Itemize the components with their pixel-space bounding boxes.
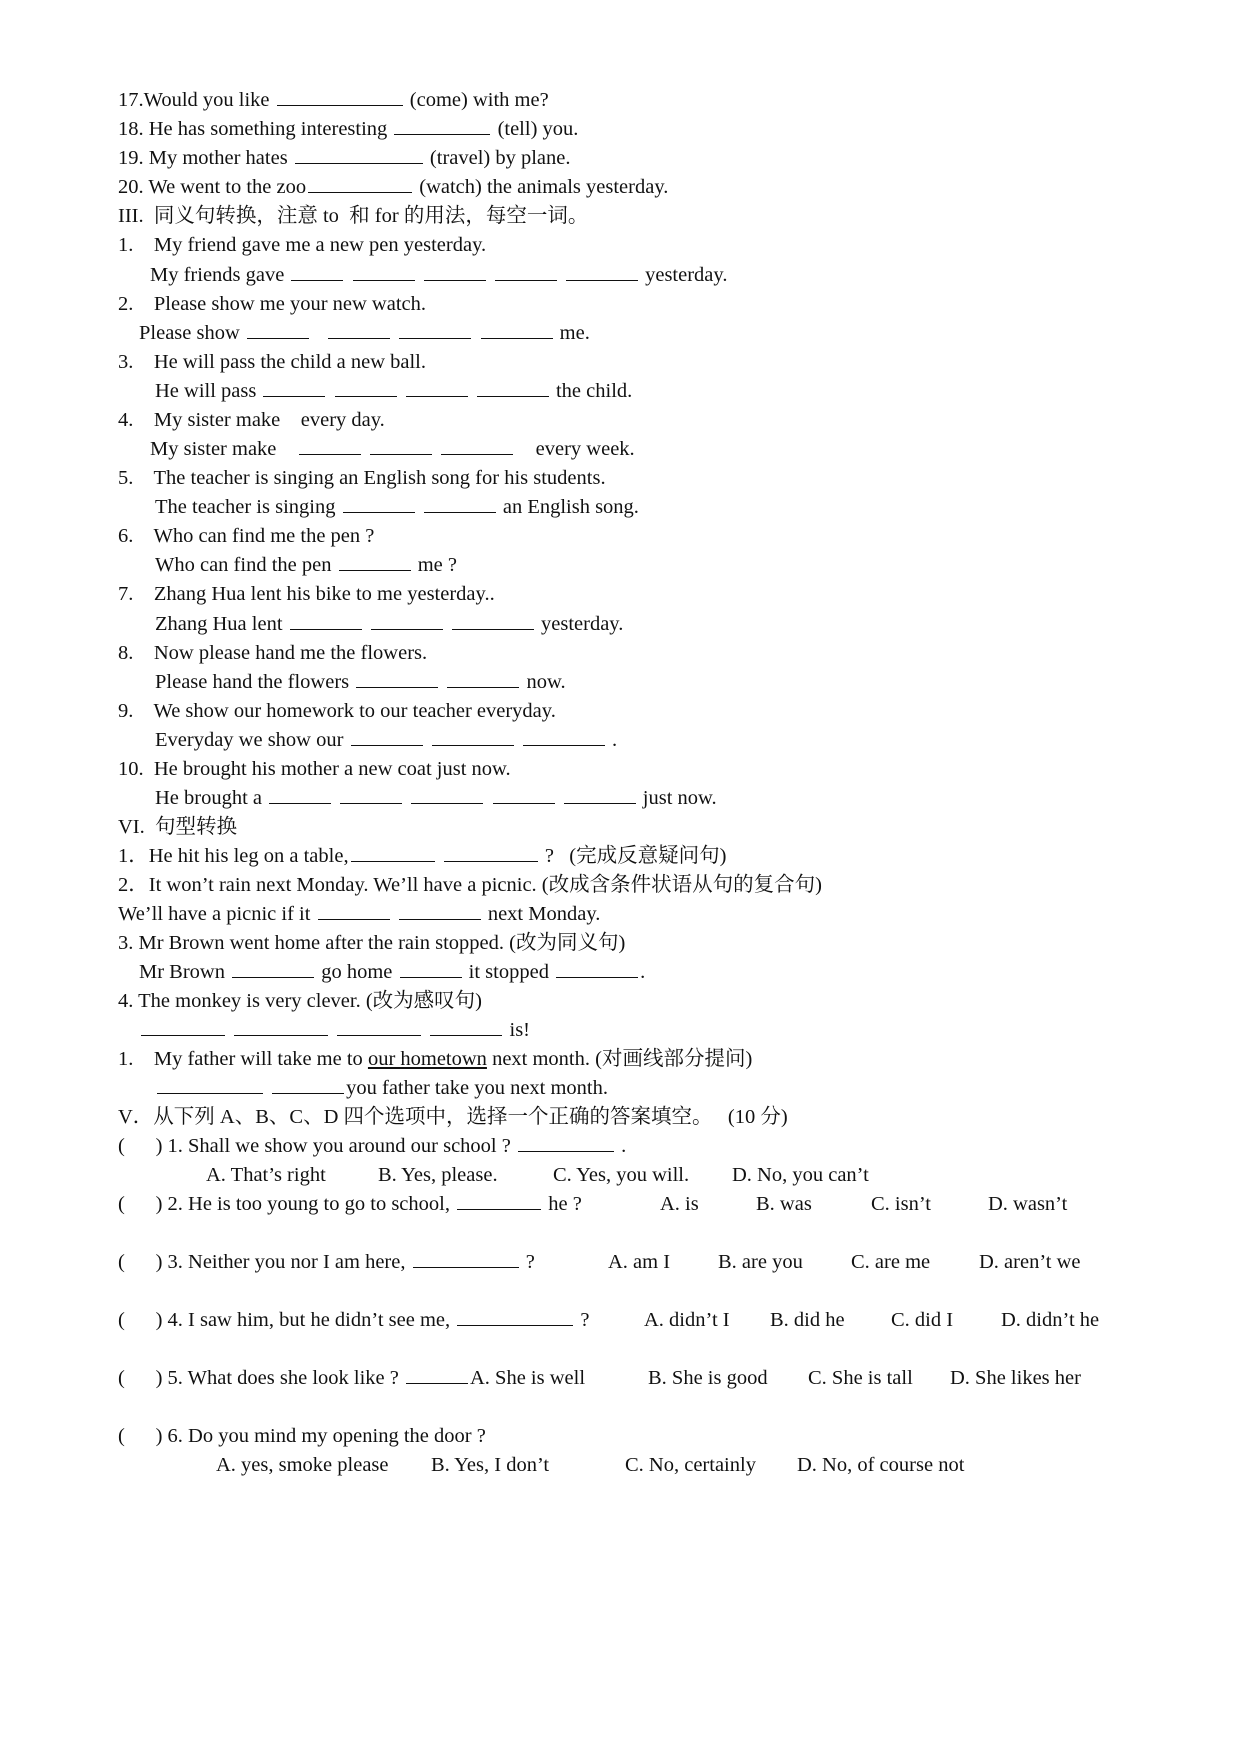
section-6-heading: VI. 句型转换 (118, 816, 238, 838)
question-17: 17.Would you like (come) with me? (118, 89, 549, 111)
answer-blank[interactable] (556, 961, 638, 978)
answer-blank[interactable] (157, 1077, 263, 1094)
mc-option-6b[interactable]: B. Yes, I don’t (431, 1454, 550, 1476)
mc-option-4b[interactable]: B. did he (770, 1309, 845, 1331)
mc-option-3b[interactable]: B. are you (718, 1251, 803, 1273)
mc-option-3d[interactable]: D. aren’t we (979, 1251, 1081, 1273)
answer-blank[interactable] (351, 729, 423, 746)
s3-answer-1: My friends gave yesterday. (150, 264, 728, 286)
mc-option-4d[interactable]: D. didn’t he (1001, 1309, 1100, 1331)
mc-option-2b[interactable]: B. was (756, 1193, 812, 1215)
answer-blank[interactable] (269, 787, 331, 804)
answer-blank[interactable] (295, 147, 423, 164)
answer-blank[interactable] (406, 380, 468, 397)
answer-blank[interactable] (452, 613, 534, 630)
s6-line-9: you father take you next month. (155, 1076, 608, 1100)
question-18: 18. He has something interesting (tell) you. (118, 118, 579, 140)
s3-question-3: 3. He will pass the child a new ball. (118, 351, 427, 373)
answer-blank[interactable] (430, 1019, 502, 1036)
answer-blank[interactable] (399, 903, 481, 920)
answer-blank[interactable] (564, 787, 636, 804)
mc-option-3c[interactable]: C. are me (851, 1251, 931, 1273)
answer-blank[interactable] (523, 729, 605, 746)
mc-option-3a[interactable]: A. am I (608, 1251, 671, 1273)
s6-line-4: 3. Mr Brown went home after the rain stopped. (改为同义句) (118, 932, 626, 954)
mc-option-4c[interactable]: C. did I (891, 1309, 954, 1331)
mc-option-2c[interactable]: C. isn’t (871, 1193, 931, 1215)
answer-blank[interactable] (340, 787, 402, 804)
s6-line-6: 4. The monkey is very clever. (改为感叹句) (118, 990, 482, 1012)
mc-option-4a[interactable]: A. didn’t I (644, 1309, 730, 1331)
answer-blank[interactable] (351, 845, 435, 862)
answer-blank[interactable] (444, 845, 538, 862)
answer-blank[interactable] (424, 264, 486, 281)
s3-answer-3: He will pass the child. (155, 380, 633, 402)
answer-blank[interactable] (335, 380, 397, 397)
s3-question-2: 2. Please show me your new watch. (118, 293, 427, 315)
s3-answer-8: Please hand the flowers now. (155, 671, 566, 693)
mc-option-5c[interactable]: C. She is tall (808, 1367, 913, 1389)
mc-option-5b[interactable]: B. She is good (648, 1367, 768, 1389)
answer-blank[interactable] (277, 89, 403, 106)
s3-question-8: 8. Now please hand me the flowers. (118, 642, 428, 664)
answer-blank[interactable] (370, 438, 432, 455)
s3-question-10: 10. He brought his mother a new coat just now. (118, 758, 511, 780)
answer-blank[interactable] (457, 1309, 573, 1326)
s6-line-3: We’ll have a picnic if it next Monday. (118, 903, 601, 925)
mc-option-2a[interactable]: A. is (660, 1193, 699, 1215)
s3-answer-7: Zhang Hua lent yesterday. (155, 613, 624, 635)
answer-blank[interactable] (566, 264, 638, 281)
answer-blank[interactable] (328, 322, 390, 339)
answer-blank[interactable] (447, 671, 519, 688)
answer-blank[interactable] (234, 1019, 328, 1036)
answer-blank[interactable] (232, 961, 314, 978)
answer-blank[interactable] (308, 176, 412, 193)
mc-option-6d[interactable]: D. No, of course not (797, 1454, 965, 1476)
answer-blank[interactable] (339, 554, 411, 571)
answer-blank[interactable] (290, 613, 362, 630)
answer-blank[interactable] (263, 380, 325, 397)
answer-blank[interactable] (272, 1077, 344, 1094)
s6-line-5: Mr Brown go home it stopped . (139, 961, 646, 983)
answer-blank[interactable] (291, 264, 343, 281)
section-5-heading: V．从下列 A、B、C、D 四个选项中，选择一个正确的答案填空。 (10 分) (118, 1106, 788, 1128)
s3-answer-10: He brought a just now. (155, 787, 717, 809)
answer-blank[interactable] (457, 1193, 541, 1210)
answer-blank[interactable] (318, 903, 390, 920)
answer-blank[interactable] (247, 322, 309, 339)
answer-blank[interactable] (411, 787, 483, 804)
s3-answer-2: Please show me. (139, 322, 590, 344)
answer-blank[interactable] (394, 118, 490, 135)
answer-blank[interactable] (141, 1019, 225, 1036)
s3-question-5: 5. The teacher is singing an English song for his students. (118, 467, 606, 489)
mc-option-1d[interactable]: D. No, you can’t (732, 1164, 869, 1186)
s3-answer-6: Who can find the pen me ? (155, 554, 457, 576)
answer-blank[interactable] (477, 380, 549, 397)
question-19: 19. My mother hates (travel) by plane. (118, 147, 571, 169)
s6-line-8: 1. My father will take me to our hometown next month. (对画线部分提问) (118, 1048, 753, 1070)
answer-blank[interactable] (495, 264, 557, 281)
answer-blank[interactable] (406, 1367, 468, 1384)
section-3-heading: III. 同义句转换，注意 to 和 for 的用法，每空一词。 (118, 205, 589, 227)
answer-blank[interactable] (518, 1135, 614, 1152)
s3-question-6: 6. Who can find me the pen ? (118, 525, 375, 547)
answer-blank[interactable] (493, 787, 555, 804)
answer-blank[interactable] (413, 1251, 519, 1268)
s3-answer-4: My sister make every week. (150, 438, 635, 460)
answer-blank[interactable] (353, 264, 415, 281)
answer-blank[interactable] (424, 496, 496, 513)
answer-blank[interactable] (399, 322, 471, 339)
answer-blank[interactable] (481, 322, 553, 339)
mc-option-6c[interactable]: C. No, certainly (625, 1454, 756, 1476)
mc-question-2: ( ) 2. He is too young to go to school, he ? (118, 1193, 582, 1215)
mc-question-3: ( ) 3. Neither you nor I am here, ? (118, 1251, 535, 1273)
answer-blank[interactable] (299, 438, 361, 455)
s3-question-7: 7. Zhang Hua lent his bike to me yesterday.. (118, 583, 495, 605)
answer-blank[interactable] (343, 496, 415, 513)
answer-blank[interactable] (337, 1019, 421, 1036)
answer-blank[interactable] (441, 438, 513, 455)
mc-question-1: ( ) 1. Shall we show you around our school ? . (118, 1135, 627, 1157)
s3-answer-9: Everyday we show our . (155, 729, 618, 751)
mc-option-5d[interactable]: D. She likes her (950, 1367, 1081, 1389)
s6-line-7: is! (139, 1018, 530, 1042)
mc-option-1c[interactable]: C. Yes, you will. (553, 1164, 690, 1186)
question-20: 20. We went to the zoo (watch) the animals yesterday. (118, 176, 669, 198)
s6-line-1: 1．He hit his leg on a table, ? (完成反意疑问句) (118, 845, 727, 867)
s3-question-1: 1. My friend gave me a new pen yesterday. (118, 234, 487, 256)
mc-question-4: ( ) 4. I saw him, but he didn’t see me, ? (118, 1309, 590, 1331)
answer-blank[interactable] (356, 671, 438, 688)
answer-blank[interactable] (400, 961, 462, 978)
s3-question-4: 4. My sister make every day. (118, 409, 385, 431)
mc-question-6: ( ) 6. Do you mind my opening the door ? (118, 1425, 486, 1447)
mc-option-1a[interactable]: A. That’s right (206, 1164, 326, 1186)
s6-line-2: 2．It won’t rain next Monday. We’ll have a picnic. (改成含条件状语从句的复合句) (118, 874, 822, 896)
s3-answer-5: The teacher is singing an English song. (155, 496, 639, 518)
answer-blank[interactable] (371, 613, 443, 630)
mc-option-2d[interactable]: D. wasn’t (988, 1193, 1068, 1215)
mc-option-1b[interactable]: B. Yes, please. (378, 1164, 498, 1186)
s3-question-9: 9. We show our homework to our teacher everyday. (118, 700, 556, 722)
answer-blank[interactable] (432, 729, 514, 746)
mc-option-5a[interactable]: A. She is well (470, 1367, 586, 1389)
mc-question-5: ( ) 5. What does she look like ? A. She is well (118, 1367, 586, 1389)
mc-option-6a[interactable]: A. yes, smoke please (216, 1454, 389, 1476)
